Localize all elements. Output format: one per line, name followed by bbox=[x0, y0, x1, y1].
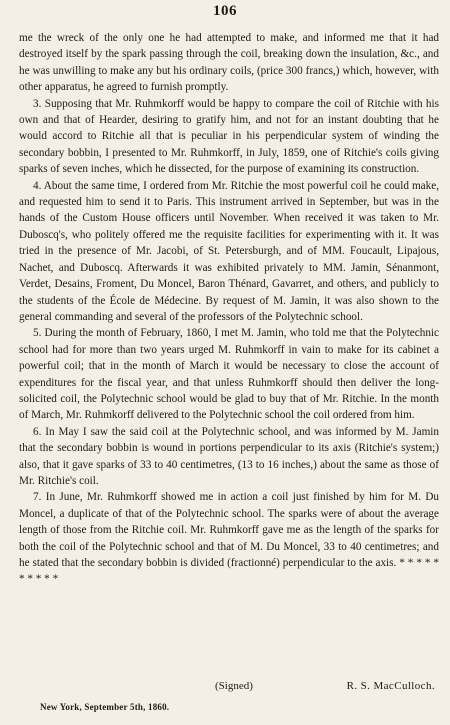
dateline: New York, September 5th, 1860. bbox=[40, 702, 170, 712]
paragraph-continued: me the wreck of the only one he had attempted to make, and informed me that it had destroyed itself by the spark passing through the coil, breaking down the insulation, &c., and he was unwilling to make any but his ordinary coils, (price 300 francs,) which, however, with other apparatus, he agreed to furnish promptly. bbox=[19, 32, 439, 94]
signature-block bbox=[205, 680, 435, 692]
paragraph-4: 4. About the same time, I ordered from Mr. Ritchie the most powerful coil he could make, and requested him to send it to Paris. This instrument arrived in September, but was in the hands of the Custom House officers until November. When received it was taken to Mr. Duboscq's, who politely offered me the requisite facilities for experimenting with it. It was tried in the presence of Mr. Jacobi, of St. Petersburgh, and of MM. Foucault, Lipajous, Nachet, and Duboscq. Afterwards it was exhibited privately to MM. Jamin, Sénanmont, Verdet, Desains, Froment, Du Moncel, Baron Thénard, Gavarret, and others, and publicly to the students of the École de Médecine. By request of M. Jamin, it was also shown to the general commanding and several of the professors of the Polytechnic school. bbox=[19, 179, 439, 323]
paragraph-7: 7. In June, Mr. Ruhmkorff showed me in action a coil just finished by him for M. Du Moncel, a duplicate of that of the Polytechnic school. The sparks were of about the average length of those from the Ritchie coil. Mr. Ruhmkorff gave me as the length of the sparks for both the coil of the Polytechnic school and that of M. Du Moncel, 33 to 40 centimetres; and he stated that the secondary bobbin is divided (fractionné) perpendicular to the axis. * * * * * * * * * * bbox=[19, 491, 439, 586]
paragraph-5: 5. During the month of February, 1860, I met M. Jamin, who told me that the Polytechnic school had for more than two years urged M. Ruhmkorff in vain to make for its cabinet a powerful coil; that in the month of March it would be necessary to close the account of expenditures for the fiscal year, and that unless Ruhmkorff should then deliver the long-solicited coil, the Polytechnic school would be glad to buy that of Mr. Ritchie. In the month of March, Mr. Ruhmkorff delivered to the Polytechnic school the coil ordered from him. bbox=[19, 327, 439, 422]
paragraph-3: 3. Supposing that Mr. Ruhmkorff would be happy to compare the coil of Ritchie with his own and that of Hearder, desiring to gratify him, and not for an instant doubting that he would accord to Ritchie all that is peculiar in his perpendicular system of winding the secondary bobbin, I presented to Mr. Ruhmkorff, in July, 1859, one of Ritchie's coils giving sparks of seven inches, which he dissected, for the purpose of examining its construction. bbox=[19, 97, 439, 176]
body-text bbox=[19, 30, 439, 588]
signature-label: (Signed) bbox=[215, 680, 253, 692]
paragraph-6: 6. In May I saw the said coil at the Polytechnic school, and was informed by M. Jamin that the secondary bobbin is wound in portions perpendicular to its axis (Ritchie's system;) also, that it gave sparks of 33 to 40 centimetres, (13 to 16 inches,) about the same as those of Mr. Ritchie's coil. bbox=[19, 425, 439, 487]
page-number: 106 bbox=[213, 3, 237, 19]
signature-name: R. S. MacCulloch. bbox=[346, 680, 435, 692]
